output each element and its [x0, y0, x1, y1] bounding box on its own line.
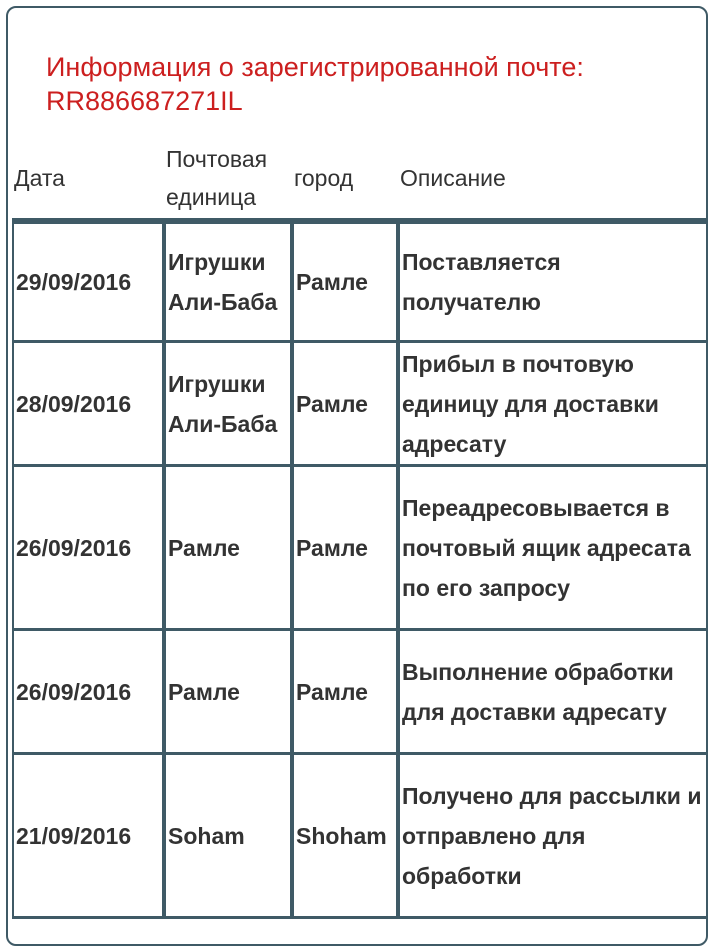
cell-city: Рамле	[292, 631, 398, 755]
tracking-table	[12, 138, 708, 919]
cell-date: 26/09/2016	[12, 467, 164, 631]
cell-city: Shoham	[292, 755, 398, 919]
cell-description: Выполнение обработки для доставки адресату	[398, 631, 708, 755]
table-row	[12, 221, 708, 343]
table-row	[12, 343, 708, 467]
cell-postal-unit: Рамле	[164, 631, 292, 755]
cell-city: Рамле	[292, 221, 398, 343]
page-title: Информация о зарегистрированной почте: RR886687271IL	[46, 52, 584, 116]
cell-date: 21/09/2016	[12, 755, 164, 919]
table-row	[12, 755, 708, 919]
column-header-date: Дата	[12, 138, 164, 221]
column-header-postal-unit: Почтовая единица	[164, 138, 292, 221]
cell-description: Прибыл в почтовую единицу для доставки адресату	[398, 343, 708, 467]
cell-postal-unit: Рамле	[164, 467, 292, 631]
cell-city: Рамле	[292, 343, 398, 467]
table-header-row	[12, 138, 708, 221]
cell-postal-unit: Игрушки Али-Баба	[164, 221, 292, 343]
cell-city: Рамле	[292, 467, 398, 631]
column-header-city: город	[292, 138, 398, 221]
cell-description: Переадресовывается в почтовый ящик адресата по его запросу	[398, 467, 708, 631]
cell-date: 29/09/2016	[12, 221, 164, 343]
cell-description: Получено для рассылки и отправлено для обработки	[398, 755, 708, 919]
column-header-description: Описание	[398, 138, 708, 221]
table-row	[12, 631, 708, 755]
cell-postal-unit: Soham	[164, 755, 292, 919]
cell-date: 26/09/2016	[12, 631, 164, 755]
table-row	[12, 467, 708, 631]
cell-description: Поставляется получателю	[398, 221, 708, 343]
cell-postal-unit: Игрушки Али-Баба	[164, 343, 292, 467]
cell-date: 28/09/2016	[12, 343, 164, 467]
